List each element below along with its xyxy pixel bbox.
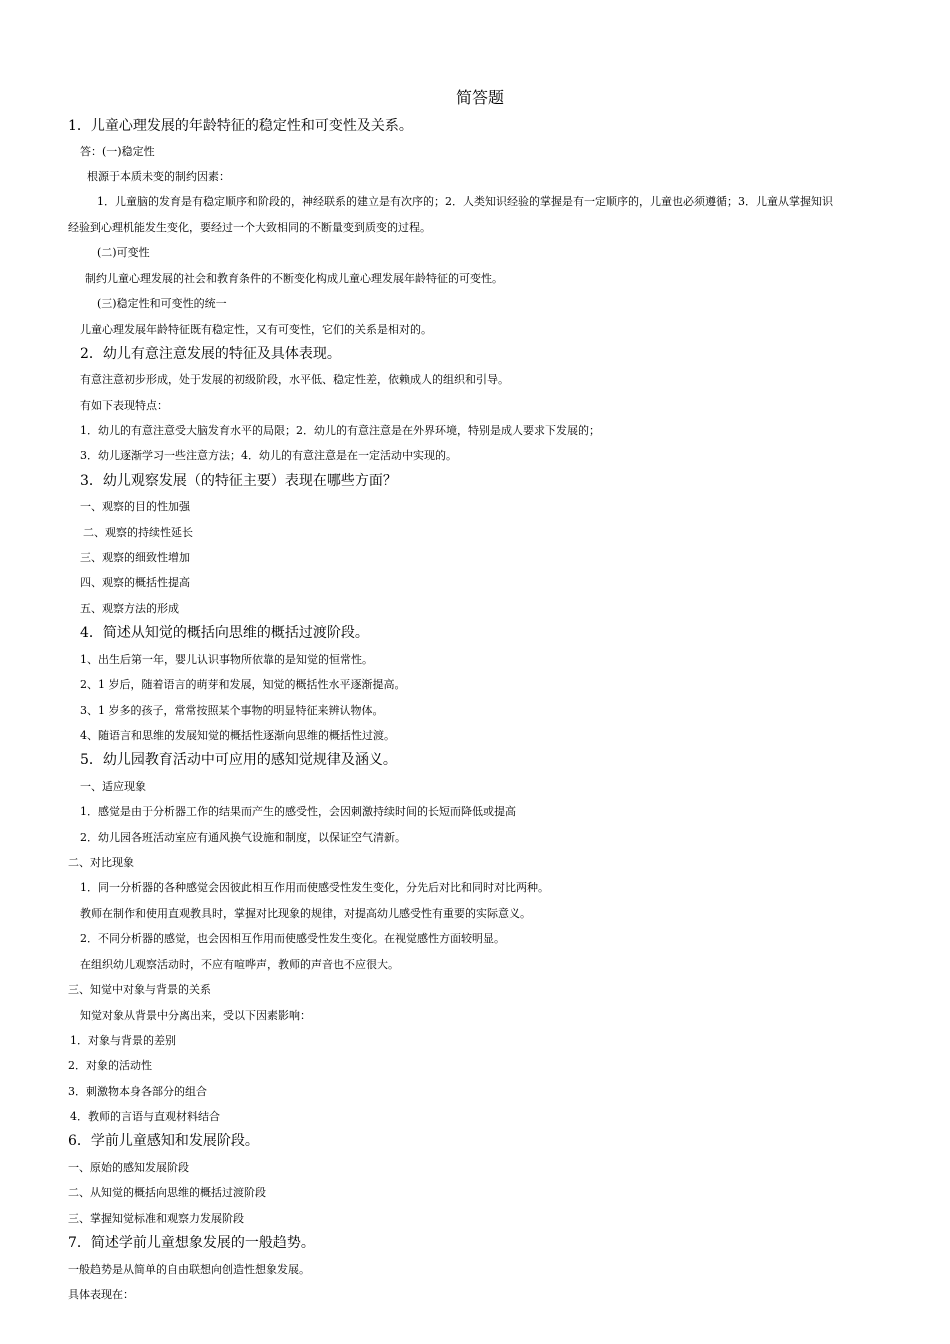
answer-line: 有如下表现特点： — [80, 399, 168, 412]
answer-line: 一、适应现象 — [80, 780, 146, 793]
answer-line: 教师在制作和使用直观教具时，掌握对比现象的规律，对提高幼儿感受性有重要的实际意义。 — [80, 907, 531, 920]
answer-line: 经验到心理机能发生变化，要经过一个大致相同的不断量变到质变的过程。 — [68, 221, 431, 234]
answer-line: 一、观察的目的性加强 — [80, 500, 190, 513]
answer-line: 答：(一)稳定性 — [80, 145, 155, 158]
answer-line: 4、随语言和思维的发展知觉的概括性逐渐向思维的概括性过渡。 — [80, 729, 395, 742]
answer-line: 四、观察的概括性提高 — [80, 576, 190, 589]
question-4: 4．简述从知觉的概括向思维的概括过渡阶段。 — [80, 625, 369, 641]
answer-line: 1．幼儿的有意注意受大脑发育水平的局限；2．幼儿的有意注意是在外界环境，特别是成人要求下发展的； — [80, 424, 600, 437]
answer-line: 有意注意初步形成，处于发展的初级阶段，水平低、稳定性差，依赖成人的组织和引导。 — [80, 373, 509, 386]
question-2: 2．幼儿有意注意发展的特征及具体表现。 — [80, 346, 341, 362]
answer-line: 在组织幼儿观察活动时，不应有喧哗声，教师的声音也不应很大。 — [80, 958, 399, 971]
answer-line: 2、1 岁后，随着语言的萌芽和发展，知觉的概括性水平逐渐提高。 — [80, 678, 406, 691]
answer-line: 具体表现在： — [68, 1288, 134, 1301]
answer-line: 三、掌握知觉标准和观察力发展阶段 — [68, 1212, 244, 1225]
answer-line: 4．教师的言语与直观材料结合 — [70, 1110, 220, 1123]
answer-line: 二、观察的持续性延长 — [83, 526, 193, 539]
answer-line: 三、观察的细致性增加 — [80, 551, 190, 564]
answer-line: 儿童心理发展年龄特征既有稳定性，又有可变性，它们的关系是相对的。 — [80, 323, 432, 336]
answer-line: 知觉对象从背景中分离出来，受以下因素影响： — [80, 1009, 311, 1022]
question-1: 1．儿童心理发展的年龄特征的稳定性和可变性及关系。 — [68, 118, 413, 134]
answer-line: 2．幼儿园各班活动室应有通风换气设施和制度，以保证空气清新。 — [80, 831, 406, 844]
question-3: 3．幼儿观察发展（的特征主要）表现在哪些方面？ — [80, 473, 397, 489]
answer-line: 三、知觉中对象与背景的关系 — [68, 983, 211, 996]
page-title: 简答题 — [456, 88, 505, 107]
answer-line: 2．不同分析器的感觉，也会因相互作用而使感受性发生变化。在视觉感性方面较明显。 — [80, 932, 505, 945]
answer-line: 1．感觉是由于分析器工作的结果而产生的感受性，会因刺激持续时间的长短而降低或提高 — [80, 805, 516, 818]
question-6: 6．学前儿童感知和发展阶段。 — [68, 1133, 259, 1149]
answer-line: 制约儿童心理发展的社会和教育条件的不断变化构成儿童心理发展年龄特征的可变性。 — [85, 272, 503, 285]
answer-line: 3．幼儿逐渐学习一些注意方法；4．幼儿的有意注意是在一定活动中实现的。 — [80, 449, 457, 462]
answer-line: 1．儿童脑的发育是有稳定顺序和阶段的，神经联系的建立是有次序的；2．人类知识经验的掌握是有一定顺序的，儿童也必须遵循；3．儿童从掌握知识 — [97, 195, 833, 208]
question-5: 5．幼儿园教育活动中可应用的感知觉规律及涵义。 — [80, 752, 397, 768]
answer-line: (二)可变性 — [97, 246, 150, 259]
answer-line: (三)稳定性和可变性的统一 — [97, 297, 227, 310]
answer-line: 3．刺激物本身各部分的组合 — [68, 1085, 207, 1098]
question-7: 7．简述学前儿童想象发展的一般趋势。 — [68, 1235, 315, 1251]
answer-line: 根源于本质未变的制约因素： — [87, 170, 230, 183]
answer-line: 一、原始的感知发展阶段 — [68, 1161, 189, 1174]
answer-line: 1、出生后第一年，婴儿认识事物所依靠的是知觉的恒常性。 — [80, 653, 373, 666]
answer-line: 1．同一分析器的各种感觉会因彼此相互作用而使感受性发生变化，分先后对比和同时对比两种。 — [80, 881, 549, 894]
answer-line: 3、1 岁多的孩子，常常按照某个事物的明显特征来辨认物体。 — [80, 704, 384, 717]
answer-line: 五、观察方法的形成 — [80, 602, 179, 615]
answer-line: 2．对象的活动性 — [68, 1059, 152, 1072]
answer-line: 二、从知觉的概括向思维的概括过渡阶段 — [68, 1186, 266, 1199]
answer-line: 一般趋势是从简单的自由联想向创造性想象发展。 — [68, 1263, 310, 1276]
answer-line: 1．对象与背景的差别 — [70, 1034, 176, 1047]
answer-line: 二、对比现象 — [68, 856, 134, 869]
